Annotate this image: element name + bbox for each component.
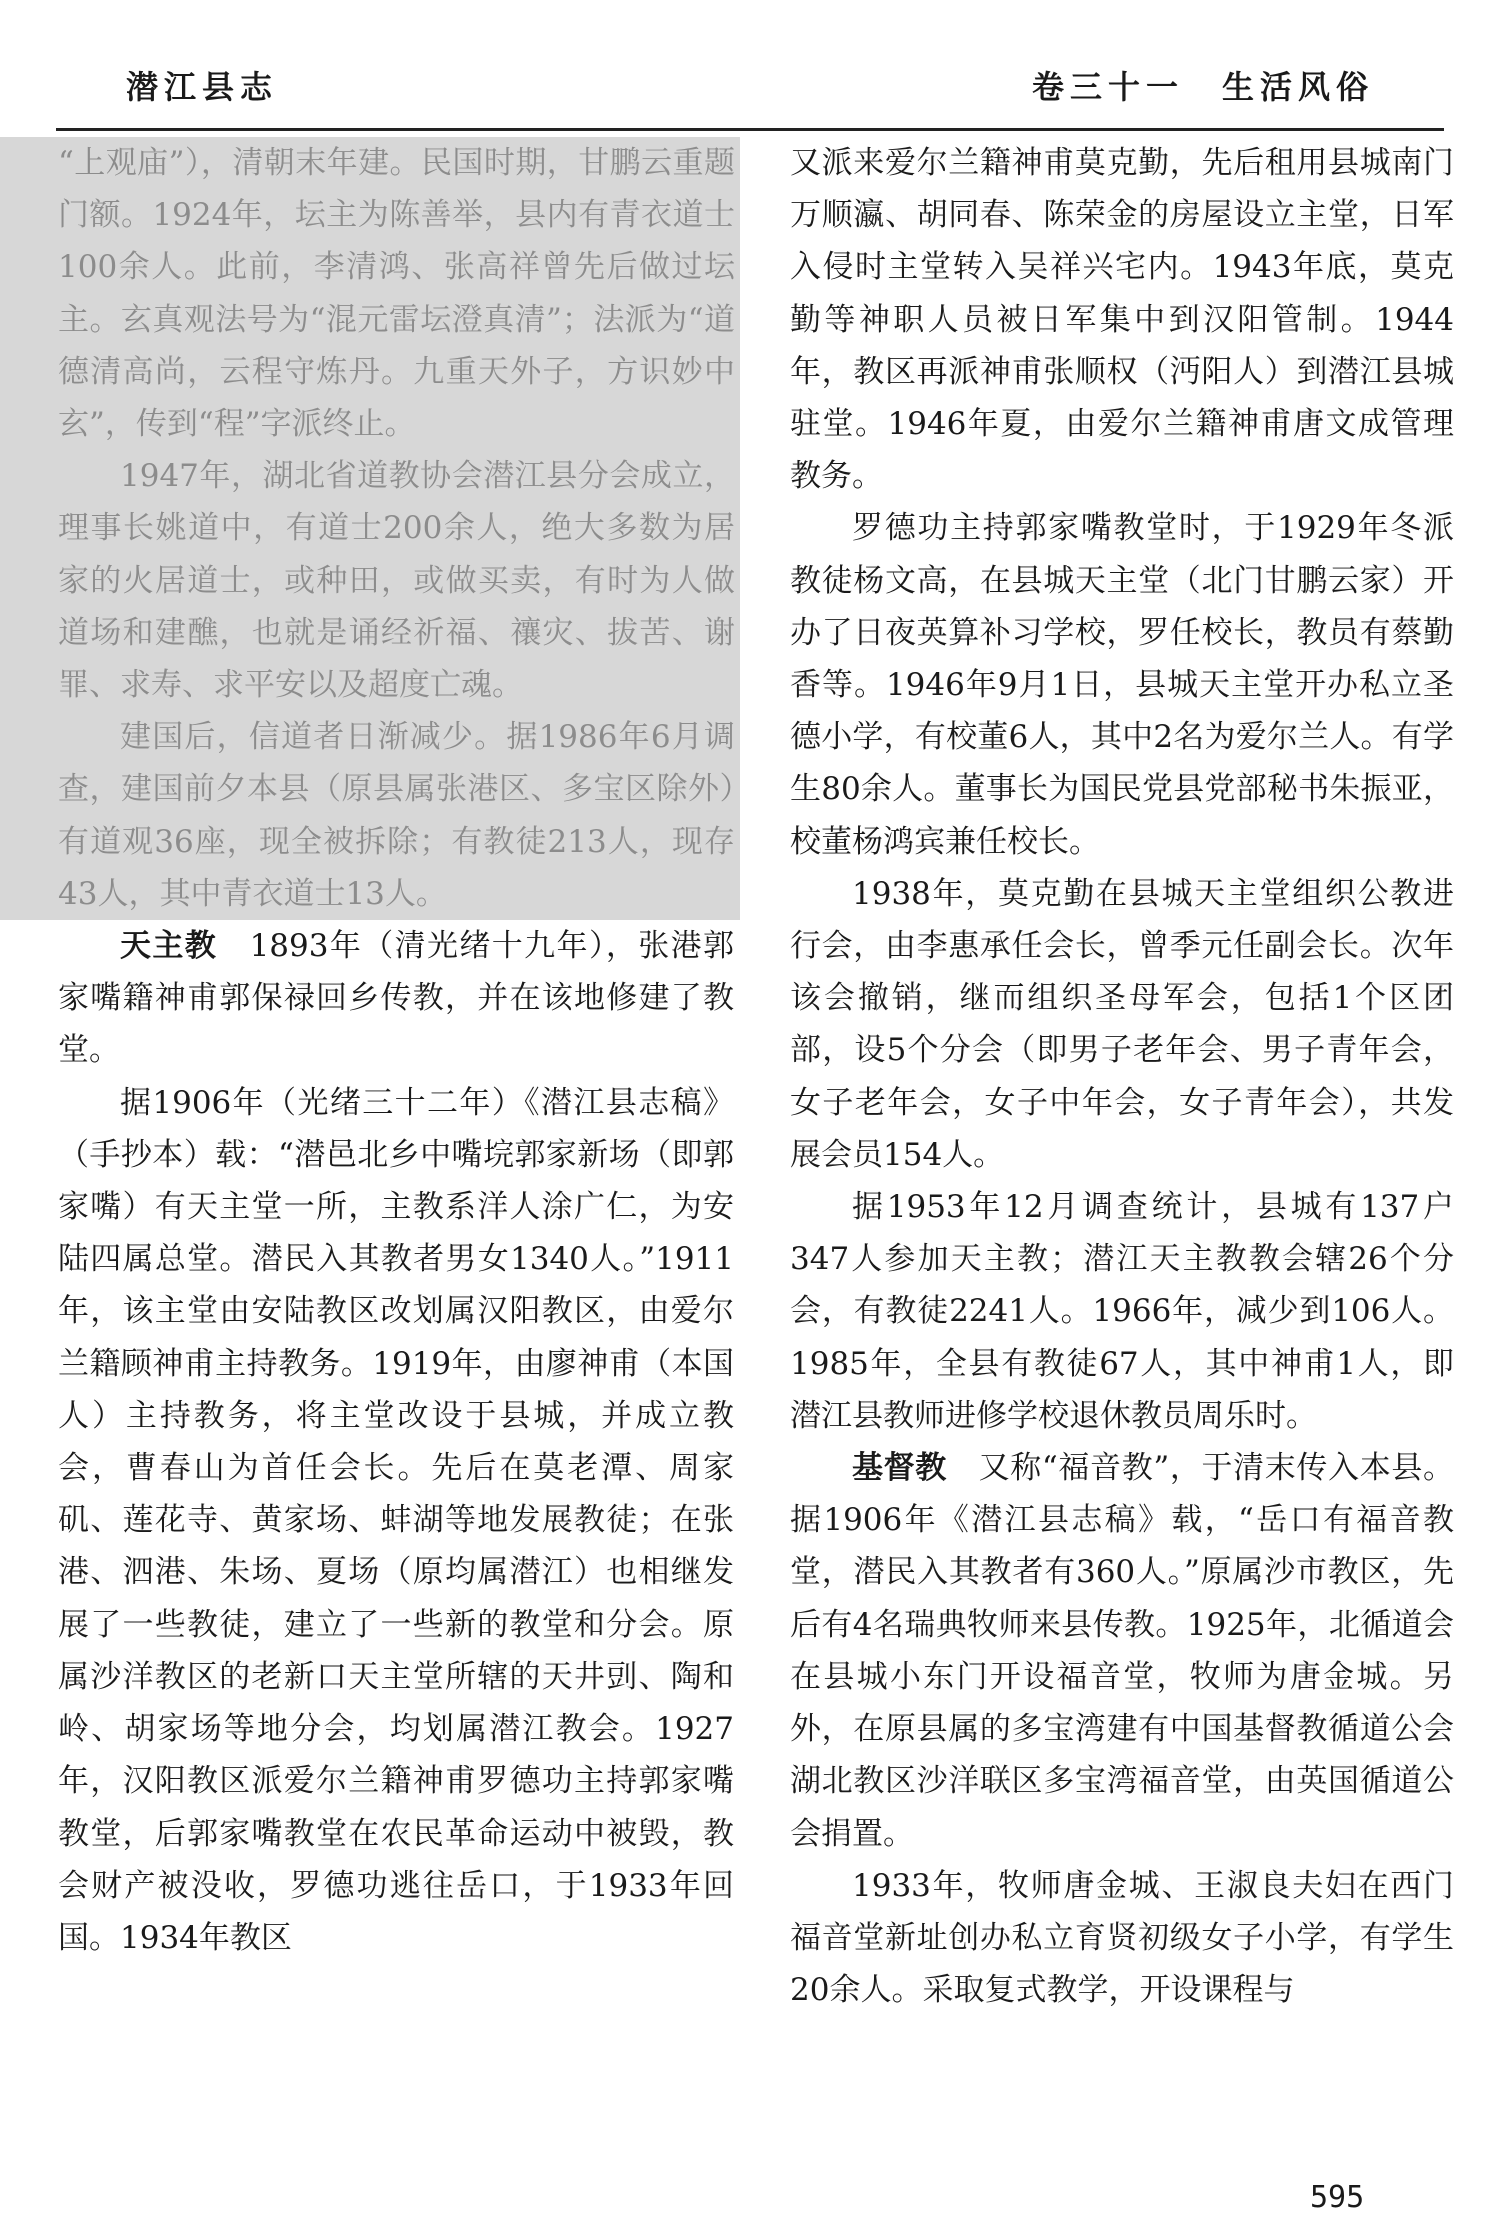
chapter-title: 卷三十一 生活风俗 [1031,68,1374,106]
left-column [58,137,734,1964]
catholic-intro: 1893年（清光绪十九年），张港郭家嘴籍神甫郭保禄回乡传教，并在该地修建了教堂。 [58,928,734,1069]
body-paragraph: 据1906年（光绪三十二年）《潜江县志稿》（手抄本）载：“潜邑北乡中嘴垸郭家新场（即郭家嘴）有天主堂一所，主教系洋人涂广仁，为安陆四属总堂。潜民入其教者男女1340人。”1911年，该主堂由安陆教区改划属汉阳教区，由爱尔兰籍顾神甫主持教务。1919年，由廖神甫（本国人）主持教务，将主堂改设于县城，并成立教会，曹春山为首任会长。先后在莫老潭、周家矶、莲花寺、黄家场、蚌湖等地发展教徒；在张港、泗港、朱场、夏场（原均属潜江）也相继发展了一些教徒，建立了一些新的教堂和分会。原属沙洋教区的老新口天主堂所辖的天井剅、陶和岭、胡家场等地分会，均划属潜江教会。1927年，汉阳教区派爱尔兰籍神甫罗德功主持郭家嘴教堂，后郭家嘴教堂在农民革命运动中被毁，教会财产被没收，罗德功逃往岳口，于1933年回国。1934年教区 [58,1084,734,1956]
catholic-section [58,920,734,1077]
christian-intro: 又称“福音教”，于清末传入本县。据1906年《潜江县志稿》载，“岳口有福音教堂，潜民入其教者有360人。”原属沙市教区，先后有4名瑞典牧师来县传教。1925年，北循道会在县城小东门开设福音堂，牧师为唐金城。另外，在原县属的多宝湾建有中国基督教循道公会湖北教区沙洋联区多宝湾福音堂，由英国循道公会捐置。 [790,1450,1455,1852]
faded-paragraph: 1947年，湖北省道教协会潜江县分会成立，理事长姚道中，有道士200余人，绝大多数为居家的火居道士，或种田，或做买卖，有时为人做道场和建醮，也就是诵经祈福、禳灾、拔苦、谢罪、求寿、求平安以及超度亡魂。 [58,458,735,704]
catholic-heading: 天主教 [120,928,218,965]
body-paragraph: 罗德功主持郭家嘴教堂时，于1929年冬派教徒杨文高，在县城天主堂（北门甘鹏云家）开办了日夜英算补习学校，罗任校长，教员有蔡勤香等。1946年9月1日，县城天主堂开办私立圣德小学，有校董6人，其中2名为爱尔兰人。有学生80余人。董事长为国民党县党部秘书朱振亚，校董杨鸿宾兼任校长。 [790,510,1454,860]
right-column [790,137,1454,2016]
body-paragraph: 1938年，莫克勤在县城天主堂组织公教进行会，由李惠承任会长，曾季元任副会长。次年该会撤销，继而组织圣母军会，包括1个区团部，设5个分会（即男子老年会、男子青年会，女子老年会，女子中年会，女子青年会），共发展会员154人。 [790,875,1454,1173]
header-rule [56,128,1444,131]
continuation-paragraph: 又派来爱尔兰籍神甫莫克勤，先后租用县城南门万顺瀛、胡同春、陈荣金的房屋设立主堂，日军入侵时主堂转入吴祥兴宅内。1943年底，莫克勤等神职人员被日军集中到汉阳管制。1944年，教区再派神甫张顺权（沔阳人）到潜江县城驻堂。1946年夏，由爱尔兰籍神甫唐文成管理教务。 [790,145,1455,495]
faded-text-block [0,137,740,920]
book-title: 潜江县志 [126,68,279,106]
faded-paragraph: “上观庙”），清朝末年建。民国时期，甘鹏云重题门额。1924年，坛主为陈善举，县内有青衣道士100余人。此前，李清鸿、张高祥曾先后做过坛主。玄真观法号为“混元雷坛澄真清”；法派为“道德清高尚，云程守炼丹。九重天外子，方识妙中玄”，传到“程”字派终止。 [58,145,735,443]
page-number: 595 [1310,2180,1365,2215]
page-header [0,62,1500,112]
body-paragraph: 1933年，牧师唐金城、王淑良夫妇在西门福音堂新址创办私立育贤初级女子小学，有学生20余人。采取复式教学，开设课程与 [790,1867,1454,2009]
body-paragraph: 据1953年12月调查统计，县城有137户347人参加天主教；潜江天主教教会辖26个分会，有教徒2241人。1966年，减少到106人。1985年，全县有教徒67人，其中神甫1人，即潜江县教师进修学校退休教员周乐时。 [790,1189,1454,1434]
faded-paragraph: 建国后，信道者日渐减少。据1986年6月调查，建国前夕本县（原县属张港区、多宝区除外）有道观36座，现全被拆除；有教徒213人，现存43人，其中青衣道士13人。 [58,719,735,912]
christian-section [790,1442,1454,1860]
christian-heading: 基督教 [852,1450,947,1487]
